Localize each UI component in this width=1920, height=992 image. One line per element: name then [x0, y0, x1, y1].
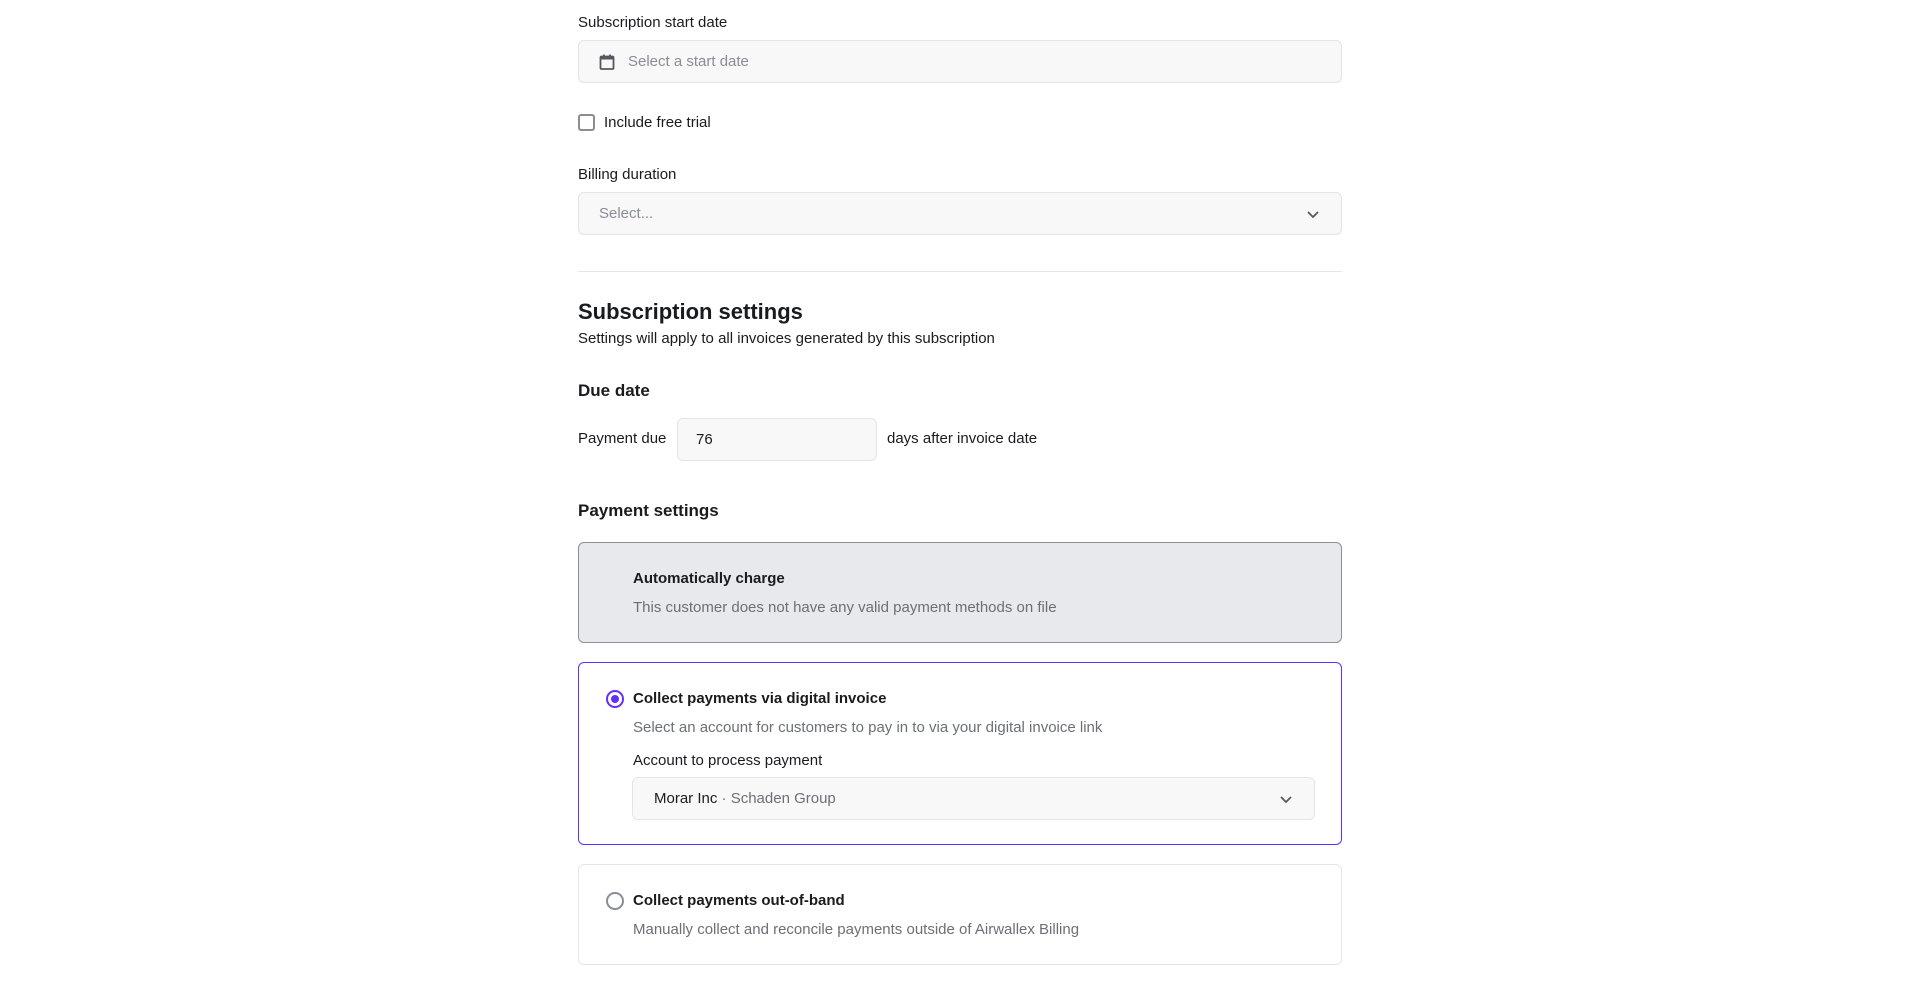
payment-due-suffix: days after invoice date [887, 430, 1038, 447]
account-separator: · [717, 790, 731, 807]
billing-duration-select[interactable] [578, 192, 1342, 235]
start-date-placeholder: Select a start date [628, 53, 749, 70]
out-of-band-option[interactable] [578, 864, 1342, 965]
billing-duration-placeholder: Select... [599, 205, 654, 222]
auto-charge-option [578, 542, 1342, 643]
payment-due-prefix: Payment due [578, 430, 667, 447]
account-name: Morar Inc [654, 790, 718, 807]
free-trial-row[interactable] [578, 114, 711, 131]
out-of-band-description: Manually collect and reconcile payments outside of Airwallex Billing [633, 921, 1080, 938]
chevron-down-icon [1305, 206, 1321, 222]
subscription-settings-title: Subscription settings [578, 299, 803, 324]
billing-duration-label: Billing duration [578, 166, 677, 183]
due-date-title: Due date [578, 381, 650, 400]
digital-invoice-option[interactable] [578, 662, 1342, 845]
account-select[interactable] [632, 777, 1315, 820]
start-date-input[interactable] [578, 40, 1342, 83]
digital-invoice-description: Select an account for customers to pay in to via your digital invoice link [633, 719, 1103, 736]
payment-due-days-input[interactable]: 76 [677, 418, 877, 461]
digital-invoice-title: Collect payments via digital invoice [633, 690, 887, 707]
account-label: Account to process payment [633, 752, 823, 769]
calendar-icon [598, 53, 616, 71]
subscription-settings-subtitle: Settings will apply to all invoices generated by this subscription [578, 330, 995, 347]
auto-charge-description: This customer does not have any valid payment methods on file [633, 599, 1057, 616]
digital-invoice-radio[interactable] [606, 690, 624, 708]
payment-settings-title: Payment settings [578, 501, 719, 520]
account-sub: Schaden Group [730, 790, 836, 807]
out-of-band-title: Collect payments out-of-band [633, 892, 845, 909]
auto-charge-title: Automatically charge [633, 570, 785, 587]
free-trial-label: Include free trial [604, 114, 711, 131]
start-date-label: Subscription start date [578, 14, 728, 31]
free-trial-checkbox[interactable] [578, 114, 595, 131]
chevron-down-icon [1278, 791, 1294, 807]
out-of-band-radio[interactable] [606, 892, 624, 910]
divider [578, 271, 1342, 272]
